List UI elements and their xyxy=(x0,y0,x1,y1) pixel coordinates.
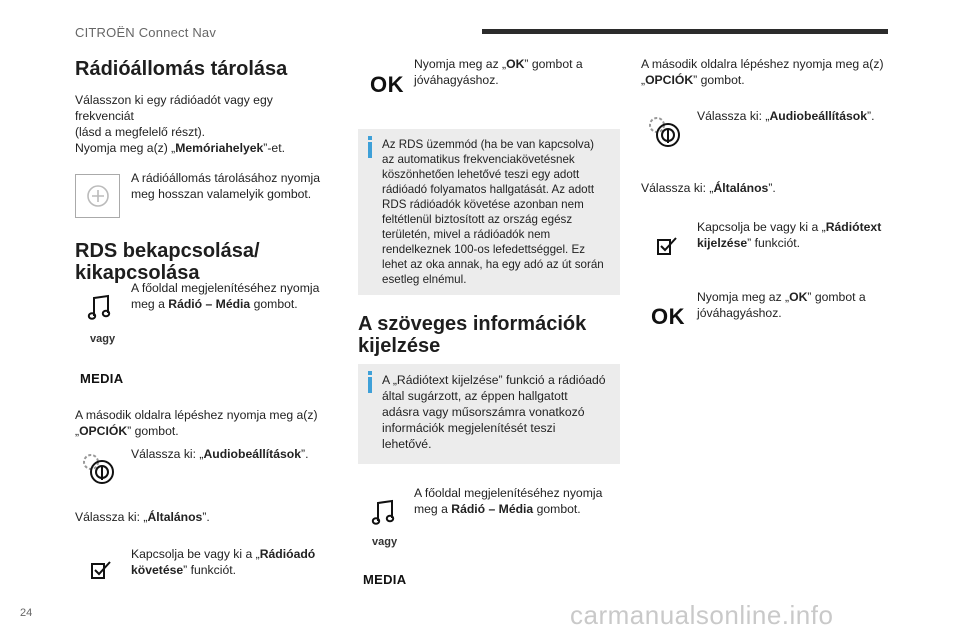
media-button-text: A főoldal megjelenítéséhez nyomja meg a Rádió – Média gombot. xyxy=(414,486,603,516)
info-icon xyxy=(368,142,372,158)
text-line: Válasszon ki egy rádióadót vagy egy xyxy=(75,93,273,107)
or-label: vagy xyxy=(372,536,398,548)
ok-button[interactable]: OK xyxy=(651,304,685,329)
second-page-text: A második oldalra lépéshez nyomja meg a(z) „OPCIÓK” gombot. xyxy=(641,57,884,87)
add-preset-button[interactable] xyxy=(75,174,120,218)
select-general: Válassza ki: „Általános”. xyxy=(641,181,776,195)
section-title-rds xyxy=(75,240,260,284)
media-button[interactable]: MEDIA xyxy=(363,572,407,587)
ok-button[interactable]: OK xyxy=(370,72,404,97)
select-general: Válassza ki: „Általános”. xyxy=(75,510,210,524)
or-label: vagy xyxy=(90,333,116,345)
info-icon xyxy=(368,377,372,393)
text-line: Nyomja meg a(z) „Memóriahelyek”-et. xyxy=(75,141,285,155)
text-line: (lásd a megfelelő részt). xyxy=(75,125,206,139)
header-bar xyxy=(482,29,888,34)
toggle-rds-text: Kapcsolja be vagy ki a „Rádióadó követése” funkciót. xyxy=(131,547,316,577)
text-line: frekvenciát xyxy=(75,109,134,123)
title-line: kijelzése xyxy=(358,335,441,357)
music-note-icon[interactable] xyxy=(371,497,397,527)
section-title-text-info xyxy=(358,313,586,357)
paragraph-select-station xyxy=(75,92,305,156)
info-note-text: A „Rádiótext kijelzése” funkció a rádióadó által sugárzott, az éppen hallgatott adásra vagy műsorszámra vonatkozó információk megjelenítését teszi lehetővé. xyxy=(382,373,606,451)
checkbox-icon[interactable] xyxy=(90,560,112,580)
title-line: RDS bekapcsolása/ xyxy=(75,240,260,262)
select-audio-settings: Válassza ki: „Audiobeállítások”. xyxy=(131,447,309,461)
select-audio-settings: Válassza ki: „Audiobeállítások”. xyxy=(697,109,875,123)
music-note-icon[interactable] xyxy=(87,292,113,322)
info-note-rds xyxy=(358,129,620,295)
audio-settings-icon[interactable] xyxy=(80,450,118,488)
header-brand: CITROËN Connect Nav xyxy=(75,25,217,40)
media-button[interactable]: MEDIA xyxy=(80,371,124,386)
title-line: kikapcsolása xyxy=(75,262,200,284)
toggle-radiotext-text: Kapcsolja be vagy ki a „Rádiótext kijelzése” funkciót. xyxy=(697,220,882,250)
watermark: carmanualsonline.info xyxy=(570,600,834,630)
audio-settings-icon[interactable] xyxy=(646,113,684,151)
info-note-text: Az RDS üzemmód (ha be van kapcsolva) az automatikus frekvenciakövetésnek köszönhetően lehetővé teszi egy adott rádióadó folyamatos hallgatását. Az adott RDS rádióadók követése azonban nem feltétlenül biztosított az ország egész területén, mivel a rádióadók nem rendelkeznek 100-os lefedettséggel. Ez lehet az oka annak, ha egy adó az út során esetleg elnémul. xyxy=(382,138,604,286)
page-number: 24 xyxy=(20,607,33,619)
title-line: A szöveges információk xyxy=(358,313,587,335)
media-button-text: A főoldal megjelenítéséhez nyomja meg a Rádió – Média gombot. xyxy=(131,281,320,311)
ok-confirm-text: Nyomja meg az „OK” gombot a jóváhagyáshoz. xyxy=(414,57,583,87)
section-title-store-station: Rádióállomás tárolása xyxy=(75,58,288,80)
second-page-text: A második oldalra lépéshez nyomja meg a(z) „OPCIÓK” gombot. xyxy=(75,408,318,438)
checkbox-icon[interactable] xyxy=(656,236,678,256)
info-note-radiotext xyxy=(358,364,620,464)
ok-confirm-text: Nyomja meg az „OK” gombot a jóváhagyáshoz. xyxy=(697,290,866,320)
plus-circle-icon xyxy=(86,184,110,208)
add-preset-text: A rádióállomás tárolásához nyomja meg hosszan valamelyik gombot. xyxy=(131,171,321,201)
